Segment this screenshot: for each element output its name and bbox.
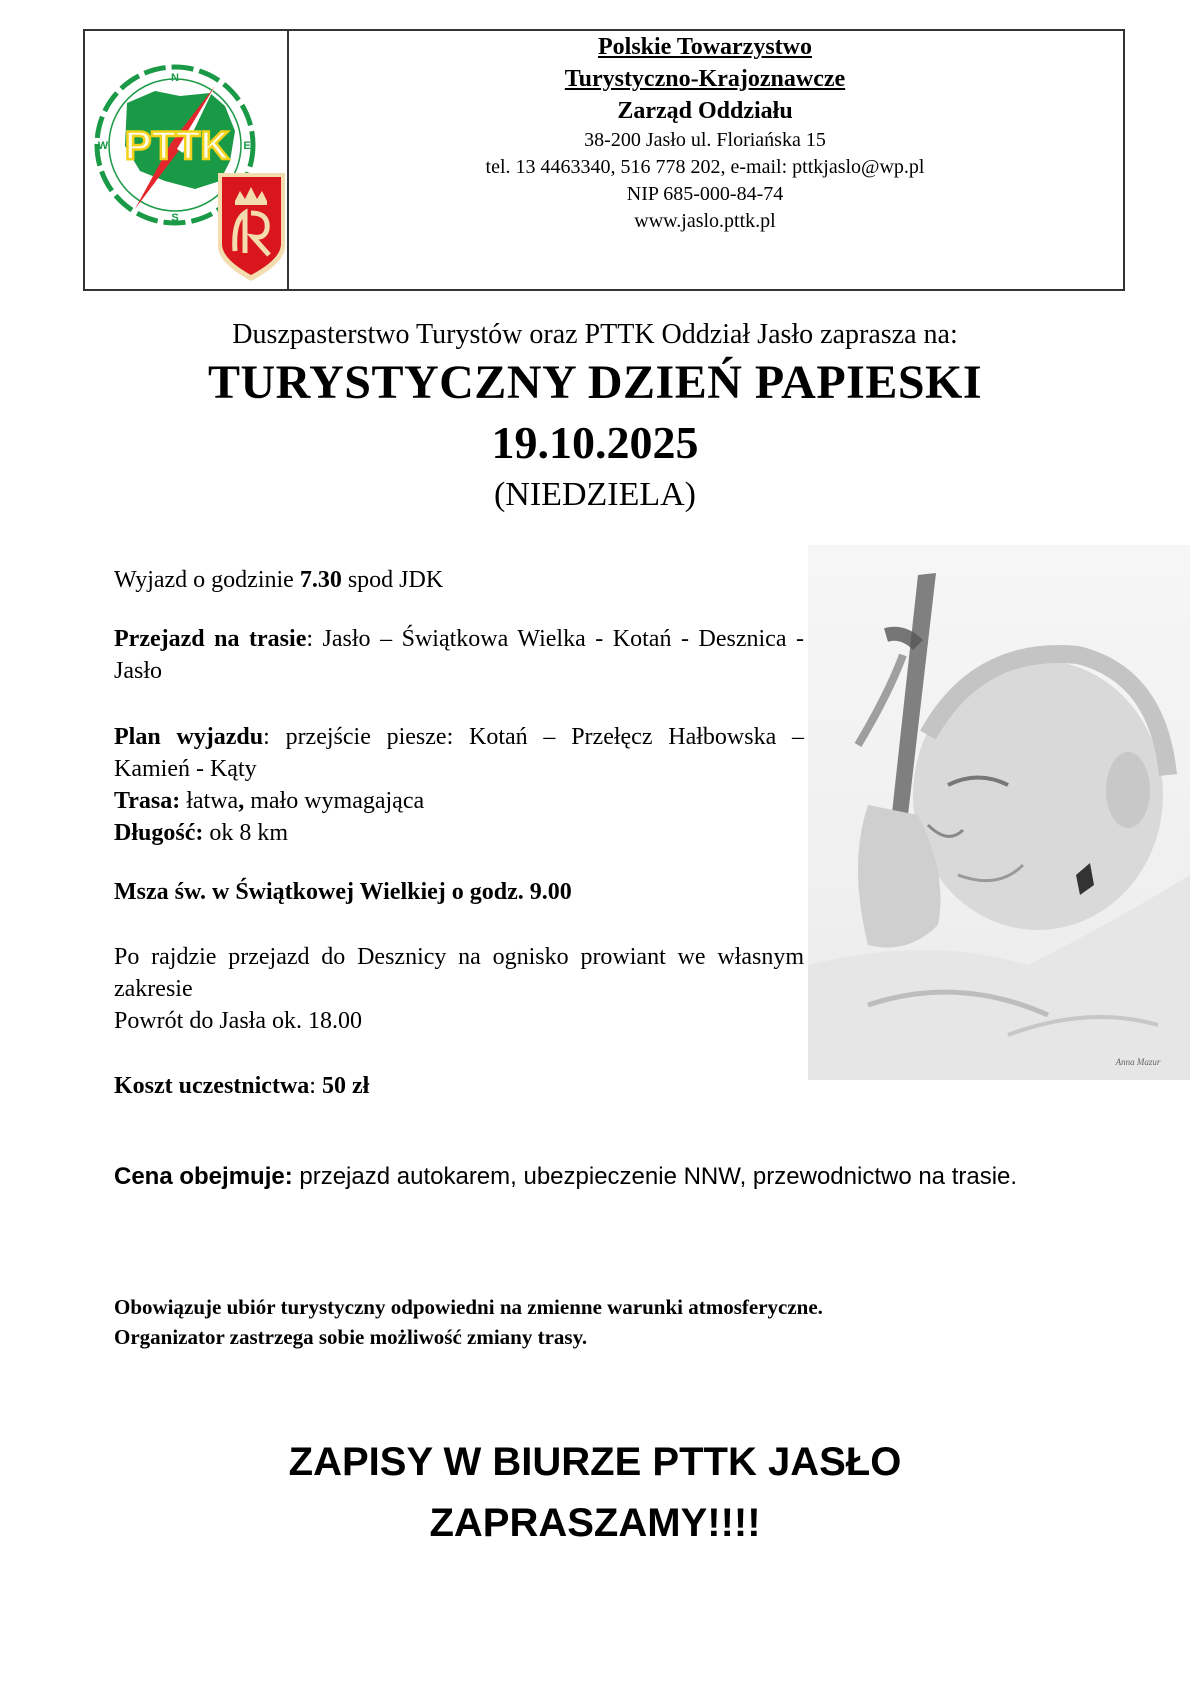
org-contact: tel. 13 4463340, 516 778 202, e-mail: pttkjaslo@wp.pl (485, 156, 925, 178)
pttk-logo-icon (85, 31, 287, 287)
price-includes-label: Cena obejmuje: (114, 1163, 293, 1190)
portrait-drawing (808, 545, 1190, 1080)
plan-text: : przejście piesze: Kotań – Przełęcz Hałbowska – Kamień - Kąty (114, 724, 804, 782)
route-label: Przejazd na trasie (114, 626, 307, 652)
org-nip: NIP 685-000-84-74 (626, 183, 784, 205)
org-name-line1: Polskie Towarzystwo (597, 34, 812, 60)
plan-label: Plan wyjazdu (114, 724, 264, 750)
cost-separator: : (309, 1073, 322, 1099)
logo-cell (85, 31, 287, 287)
compass-s-letter: S (171, 212, 179, 224)
compass-e-letter: E (243, 140, 251, 152)
event-weekday: (NIEDZIELA) (493, 476, 697, 513)
pttk-wordmark: PTTK (124, 124, 230, 168)
mass-line: Msza św. w Świątkowej Wielkiej o godz. 9.00 (114, 879, 572, 905)
compass-n-letter: N (171, 72, 179, 84)
org-name-line2: Turystyczno-Krajoznawcze (564, 66, 846, 92)
cta-invitation: ZAPRASZAMY!!!! (429, 1501, 761, 1545)
price-includes-text: przejazd autokarem, ubezpieczenie NNW, przewodnictwo na trasie. (292, 1163, 1018, 1190)
org-website[interactable]: www.jaslo.pttk.pl (634, 210, 776, 232)
cta-registration: ZAPISY W BIURZE PTTK JASŁO (288, 1440, 902, 1484)
portrait-signature: Anna Mazur (1115, 1057, 1161, 1067)
intro-text: Duszpasterstwo Turystów oraz PTTK Oddział Jasło zaprasza na: (232, 319, 958, 350)
notes-block (114, 1292, 1114, 1352)
trail-text: łatwa (180, 788, 239, 814)
route-paragraph (114, 623, 804, 687)
organization-info (289, 31, 1121, 235)
trail-line (114, 785, 804, 817)
cost-label: Koszt uczestnictwa (114, 1073, 310, 1099)
plan-paragraph (114, 721, 804, 785)
note-route-change: Organizator zastrzega sobie możliwość zmiany trasy. (114, 1325, 588, 1349)
event-date: 19.10.2025 (491, 417, 699, 468)
trail-comma: , (238, 788, 245, 814)
portrait-drawing-icon (808, 545, 1190, 1080)
after-rally-paragraph: Po rajdzie przejazd do Desznicy na ognisko prowiant we własnym zakresie (114, 944, 804, 1002)
cost-value: 50 zł (321, 1073, 370, 1099)
trail-rest: mało wymagająca (244, 788, 425, 814)
departure-time: 7.30 (299, 567, 342, 593)
length-line (114, 817, 804, 849)
price-includes-paragraph (114, 1160, 1070, 1194)
route-text: : Jasło – Świątkowa Wielka - Kotań - Desznica - Jasło (114, 626, 804, 684)
compass-w-letter: W (97, 140, 109, 152)
org-address: 38-200 Jasło ul. Floriańska 15 (584, 129, 826, 151)
event-title: TURYSTYCZNY DZIEŃ PAPIESKI (207, 356, 983, 409)
length-text: ok 8 km (203, 820, 289, 846)
org-branch: Zarząd Oddziału (617, 98, 793, 124)
departure-prefix: Wyjazd o godzinie (114, 567, 300, 593)
note-clothing: Obowiązuje ubiór turystyczny odpowiedni na zmienne warunki atmosferyczne. (114, 1295, 823, 1319)
trail-label: Trasa: (114, 788, 181, 814)
cost-line (114, 1070, 804, 1102)
departure-suffix: spod JDK (341, 567, 444, 593)
return-line: Powrót do Jasła ok. 18.00 (114, 1008, 362, 1034)
departure-line (114, 564, 804, 596)
length-label: Długość: (114, 820, 204, 846)
